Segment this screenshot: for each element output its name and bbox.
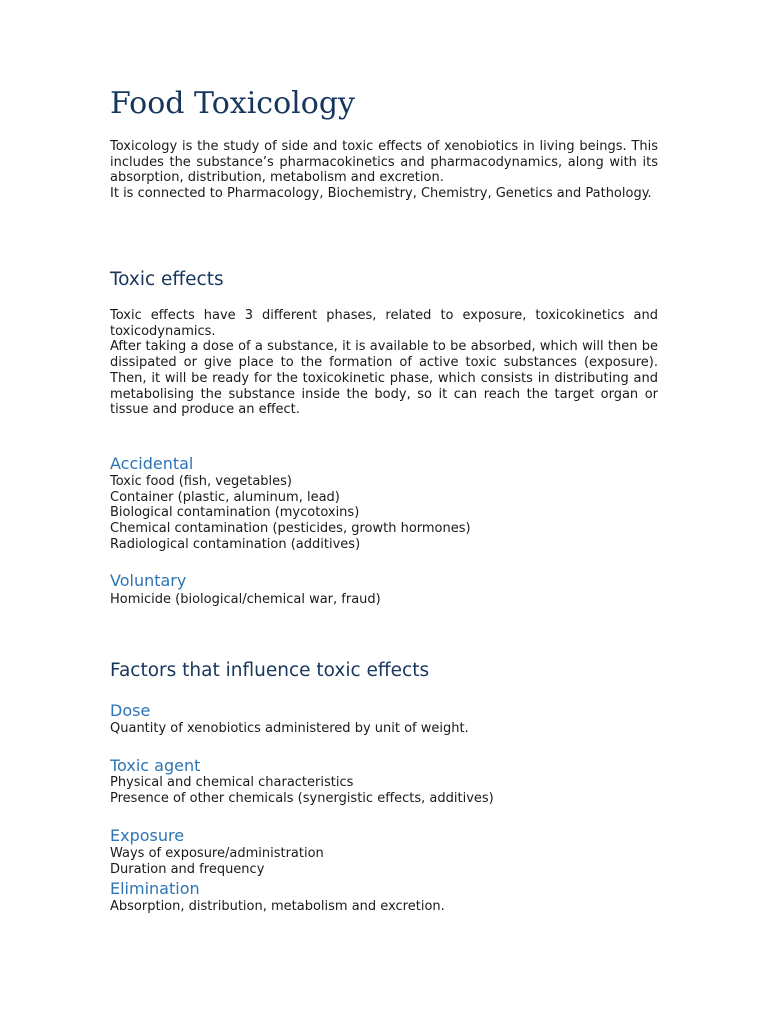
list-item: Biological contamination (mycotoxins) (110, 505, 360, 521)
voluntary-list (110, 592, 658, 608)
list-item: Container (plastic, aluminum, lead) (110, 489, 340, 505)
heading-dose: Dose (110, 701, 151, 720)
intro-section (110, 139, 658, 202)
heading-accidental: Accidental (110, 454, 194, 473)
list-item: Ways of exposure/administration (110, 846, 324, 861)
list-item: Homicide (biological/chemical war, fraud) (110, 592, 381, 607)
exposure-list (110, 846, 658, 877)
heading-exposure: Exposure (110, 826, 185, 845)
heading-elimination: Elimination (110, 879, 200, 898)
page-title: Food Toxicology (110, 86, 355, 121)
accidental-list (110, 474, 658, 553)
intro-paragraph-2: It is connected to Pharmacology, Biochemistry, Chemistry, Genetics and Pathology. (110, 186, 652, 202)
elimination-list (110, 899, 658, 915)
list-item: Radiological contamination (additives) (110, 536, 361, 552)
dose-list (110, 721, 658, 737)
list-item: Physical and chemical characteristics (110, 775, 354, 790)
heading-factors: Factors that influence toxic effects (110, 660, 430, 681)
list-item: Toxic food (fish, vegetables) (110, 474, 292, 489)
list-item: Chemical contamination (pesticides, growth hormones) (110, 521, 471, 537)
toxic-effects-body (110, 308, 658, 418)
list-item: Absorption, distribution, metabolism and excretion. (110, 899, 445, 914)
toxic-agent-list (110, 775, 658, 806)
list-item: Presence of other chemicals (synergistic effects, additives) (110, 790, 494, 806)
intro-paragraph-1: Toxicology is the study of side and toxic effects of xenobiotics in living beings. This includes the substance’s pharmacokinetics and pharmacodynamics, along with its absorption, distribution, metabolism and excretion. (110, 139, 658, 186)
heading-voluntary: Voluntary (110, 571, 187, 590)
list-item: Duration and frequency (110, 861, 265, 877)
toxic-effects-paragraph-1: Toxic effects have 3 different phases, related to exposure, toxicokinetics and toxicodynamics. (110, 308, 658, 339)
heading-toxic-agent: Toxic agent (110, 756, 201, 775)
toxic-effects-paragraph-2: After taking a dose of a substance, it is available to be absorbed, which will then be dissipated or give place to the formation of active toxic substances (exposure). Then, it will be ready for the toxicokinetic phase, which consists in distributing and metabolising the substance inside the body, so it can reach the target organ or tissue and produce an effect. (110, 339, 658, 418)
heading-toxic-effects: Toxic effects (110, 269, 224, 290)
list-item: Quantity of xenobiotics administered by unit of weight. (110, 721, 469, 736)
